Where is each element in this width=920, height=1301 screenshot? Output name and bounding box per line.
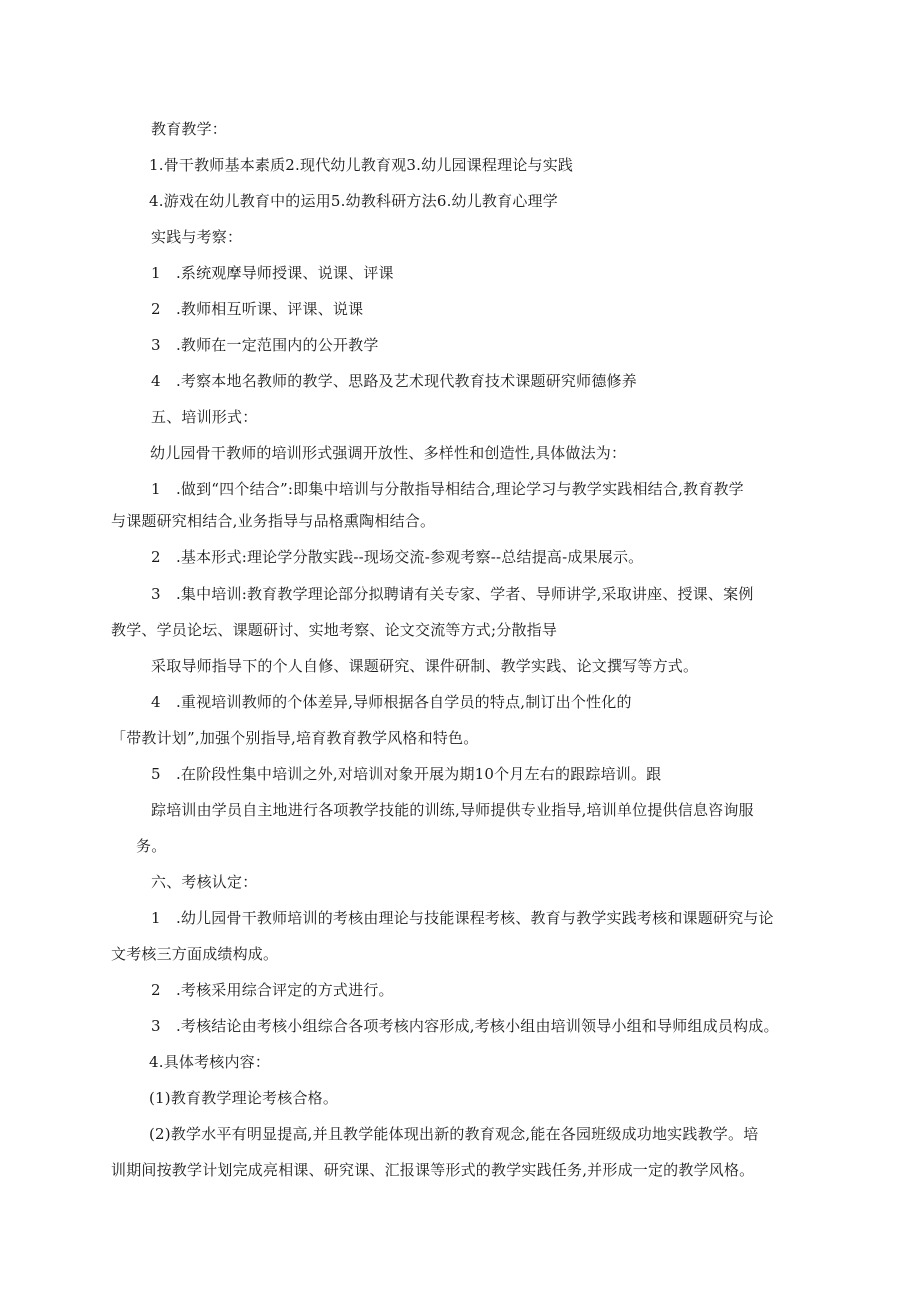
text-line: 2 .考核采用综合评定的方式进行。 [151, 981, 394, 999]
text-line: 3 .考核结论由考核小组综合各项考核内容形成,考核小组由培训领导小组和导师组成员构成。 [151, 1017, 779, 1035]
text-line: 1 .系统观摩导师授课、说课、评课 [151, 264, 394, 282]
text-line: 踪培训由学员自主地进行各项教学技能的训练,导师提供专业指导,培训单位提供信息咨询服 [151, 801, 754, 819]
text-line: 实践与考察： [151, 228, 243, 246]
text-line: 1 .做到“四个结合”:即集中培训与分散指导相结合,理论学习与教学实践相结合,教育教学 [151, 480, 744, 498]
text-line: 训期间按教学计划完成亮相课、研究课、汇报课等形式的教学实践任务,并形成一定的教学风格。 [111, 1161, 755, 1179]
text-line: 4.具体考核内容： [149, 1053, 271, 1071]
text-line: (1)教育教学理论考核合格。 [149, 1089, 339, 1107]
text-line: 2 .基本形式:理论学分散实践--现场交流-参观考察--总结提高-成果展示。 [151, 548, 644, 566]
text-line: 采取导师指导下的个人自修、课题研究、课件研制、教学实践、论文撰写等方式。 [151, 657, 699, 675]
text-line: 幼儿园骨干教师的培训形式强调开放性、多样性和创造性,具体做法为： [150, 444, 627, 462]
text-line: 教育教学： [151, 120, 228, 138]
text-line: 教学、学员论坛、课题研讨、实地考察、论文交流等方式;分散指导 [111, 621, 558, 639]
text-line: 5 .在阶段性集中培训之外,对培训对象开展为期10个月左右的跟踪培训。跟 [151, 765, 662, 783]
text-line: 4 .考察本地名教师的教学、思路及艺术现代教育技术课题研究师德修养 [151, 372, 637, 390]
text-line: 2 .教师相互听课、评课、说课 [151, 300, 364, 318]
text-line: 务。 [136, 837, 167, 855]
text-line: 「带教计划”,加强个别指导,培育教育教学风格和特色。 [111, 729, 479, 747]
text-line: 文考核三方面成绩构成。 [111, 945, 279, 963]
text-line: 1 .幼儿园骨干教师培训的考核由理论与技能课程考核、教育与教学实践考核和课题研究与论 [151, 909, 774, 927]
text-line: 1.骨干教师基本素质2.现代幼儿教育观3.幼儿园课程理论与实践 [149, 156, 574, 174]
text-line: (2)教学水平有明显提高,并且教学能体现出新的教育观念,能在各园班级成功地实践教学。培 [149, 1125, 759, 1143]
text-line: 与课题研究相结合,业务指导与品格熏陶相结合。 [111, 512, 436, 530]
text-line: 3 .教师在一定范围内的公开教学 [151, 336, 379, 354]
section-heading: 六、考核认定： [151, 873, 258, 891]
text-line: 4 .重视培训教师的个体差异,导师根据各自学员的特点,制订出个性化的 [151, 693, 632, 711]
text-line: 3 .集中培训:教育教学理论部分拟聘请有关专家、学者、导师讲学,采取讲座、授课、案例 [151, 585, 754, 603]
section-heading: 五、培训形式： [151, 408, 258, 426]
text-line: 4.游戏在幼儿教育中的运用5.幼教科研方法6.幼儿教育心理学 [149, 192, 558, 210]
